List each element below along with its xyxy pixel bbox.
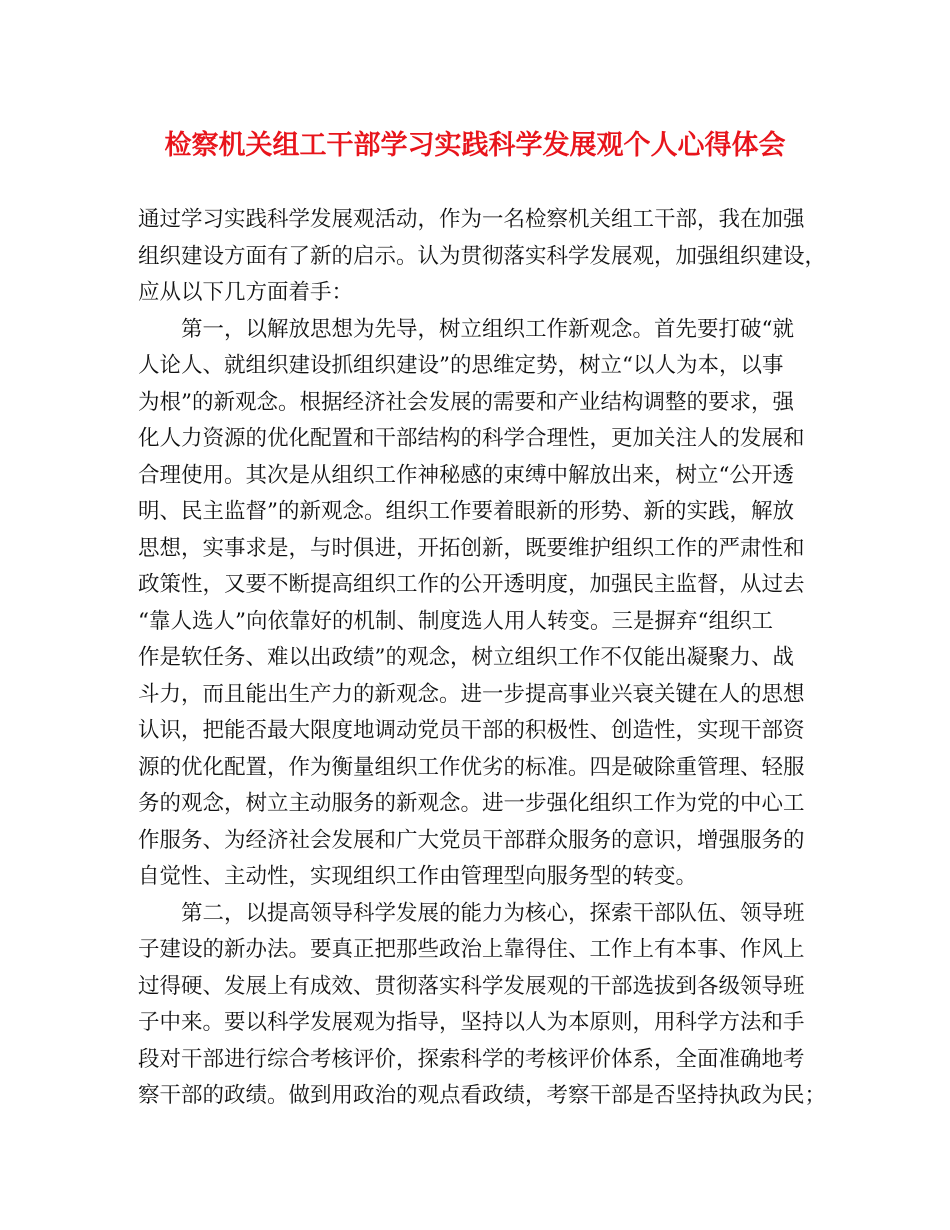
text-line: 段对干部进行综合考核评价，探索科学的考核评价体系，全面准确地考 [138,1046,805,1072]
document-body [138,202,827,1115]
text-line: 作服务、为经济社会发展和广大党员干部群众服务的意识，增强服务的 [138,827,805,853]
text-line: 第二，以提高领导科学发展的能力为核心，探索干部队伍、领导班 [181,900,805,926]
text-line: 源的优化配置，作为衡量组织工作优劣的标准。四是破除重管理、轻服 [138,754,805,780]
text-line: 作是软任务、难以出政绩”的观念，树立组织工作不仅能出凝聚力、战 [138,645,794,670]
text-line: 为根”的新观念。根据经济社会发展的需要和产业结构调整的要求，强 [138,389,794,415]
text-line: 通过学习实践科学发展观活动，作为一名检察机关组工干部，我在加强 [138,207,805,232]
text-line: 应从以下几方面着手： [138,280,354,305]
text-line: 人论人、就组织建设抓组织建设”的思维定势，树立“以人为本，以事 [138,353,784,378]
text-line: 务的观念，树立主动服务的新观念。进一步强化组织工作为党的中心工 [138,791,805,816]
text-line: 第一，以解放思想为先导，树立组织工作新观念。首先要打破“就 [181,316,794,342]
text-line: 化人力资源的优化配置和干部结构的科学合理性，更加关注人的发展和 [138,426,805,451]
text-line: 斗力，而且能出生产力的新观念。进一步提高事业兴衰关键在人的思想 [138,681,805,707]
text-line: 认识，把能否最大限度地调动党员干部的积极性、创造性，实现干部资 [138,718,805,743]
text-line: 子中来。要以科学发展观为指导，坚持以人为本原则，用科学方法和手 [138,1010,805,1035]
text-line: 过得硬、发展上有成效、贯彻落实科学发展观的干部选拔到各级领导班 [138,973,805,999]
text-line: 自觉性、主动性，实现组织工作由管理型向服务型的转变。 [138,864,698,889]
text-line: 察干部的政绩。做到用政治的观点看政绩，考察干部是否坚持执政为民； [138,1083,827,1108]
text-line: 思想，实事求是，与时俱进，开拓创新，既要维护组织工作的严肃性和 [138,535,805,561]
text-line: 合理使用。其次是从组织工作神秘感的束缚中解放出来，树立“公开透 [138,462,794,488]
text-line: 组织建设方面有了新的启示。认为贯彻落实科学发展观，加强组织建设， [138,243,827,269]
paragraph-second-point [138,896,827,1115]
text-line: 明、民主监督”的新观念。组织工作要着眼新的形势、新的实践，解放 [138,499,794,524]
paragraph-intro [138,202,827,312]
paragraph-first-point [138,312,820,896]
document-title: 检察机关组工干部学习实践科学发展观个人心得体会 [164,130,786,161]
text-line: 政策性，又要不断提高组织工作的公开透明度，加强民主监督，从过去 [138,572,805,597]
text-line: “靠人选人”向依靠好的机制、制度选人用人转变。三是摒弃“组织工 [138,608,773,634]
text-line: 子建设的新办法。要真正把那些政治上靠得住、工作上有本事、作风上 [138,937,805,962]
